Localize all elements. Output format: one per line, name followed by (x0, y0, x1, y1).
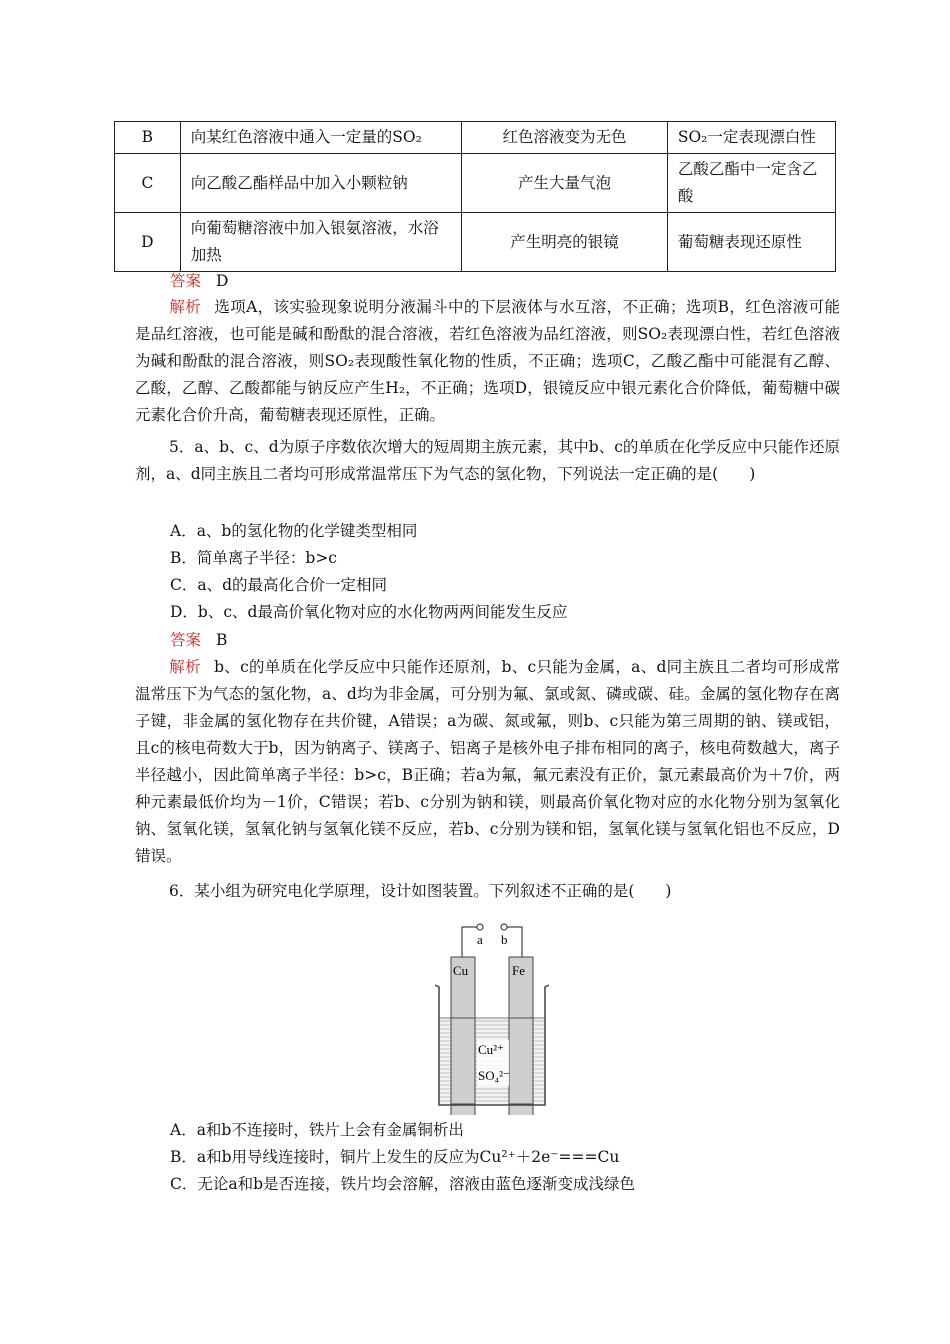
row-operation: 向乙酸乙酯样品中加入小颗粒钠 (180, 154, 461, 213)
q5-option-c: C．a、d的最高化合价一定相同 (170, 576, 388, 594)
row-conclusion: 乙酸乙酯中一定含乙酸 (667, 154, 835, 213)
row-label: D (115, 213, 181, 272)
q5-option-d: D．b、c、d最高价氧化物对应的水化物两两间能发生反应 (170, 603, 568, 621)
analysis-text: b、c的单质在化学反应中只能作还原剂，b、c只能为金属，a、d同主族且二者均可形成常温常压下为气态的氢化物，a、d均为非金属，可分别为氟、氯或氮、磷或碳、硅。金属的氢化物存在离子键，非金属的氢化物存在共价键，A错误；a为碳、氮或氟，则b、c只能为第三周期的钠、镁或铝，且c的核电荷数大于b，因为钠离子、镁离子、铝离子是核外电子排布相同的离子，核电荷数越大，离子半径越小，因此简单离子半径：b>c，B正确；若a为氟，氟元素没有正价，氯元素最高价为＋7价，两种元素最低价均为－1价，C错误；若b、c分别为钠和镁，则最高价氧化物对应的水化物分别为氢氧化钠、氢氧化镁，氢氧化钠与氢氧化镁不反应，若b、c分别为镁和铝，氢氧化镁与氢氧化铝也不反应，D错误。 (135, 658, 840, 865)
row-label: B (115, 122, 181, 154)
terminal-a-label: a (477, 932, 483, 947)
terminal-b-label: b (501, 932, 508, 947)
analysis-label: 解析 (169, 298, 202, 316)
q6-option-a: A．a和b不连接时，铁片上会有金属铜析出 (170, 1121, 464, 1139)
terminal-a-icon (477, 924, 483, 930)
question-text: 6．某小组为研究电化学原理，设计如图装置。下列叙述不正确的是( ) (169, 882, 672, 900)
row-phenomenon: 产生大量气泡 (462, 154, 668, 213)
electrochemical-cell-diagram (425, 915, 557, 1115)
analysis-label: 解析 (169, 658, 201, 676)
q5-option-b: B．简单离子半径：b>c (170, 549, 337, 567)
q6-option-c: C．无论a和b是否连接，铁片均会溶解，溶液由蓝色逐渐变成浅绿色 (170, 1175, 636, 1193)
q5-stem (135, 434, 840, 488)
row-phenomenon: 产生明亮的银镜 (462, 213, 668, 272)
experiment-table (114, 121, 836, 272)
table-row (115, 122, 836, 154)
q5-analysis (135, 654, 840, 870)
row-conclusion: SO₂一定表现漂白性 (667, 122, 835, 154)
row-conclusion: 葡萄糖表现还原性 (667, 213, 835, 272)
table-row (115, 213, 836, 272)
cu-label: Cu (453, 963, 469, 978)
row-label: C (115, 154, 181, 213)
row-operation: 向葡萄糖溶液中加入银氨溶液，水浴加热 (180, 213, 461, 272)
q6-stem (135, 878, 840, 905)
row-phenomenon: 红色溶液变为无色 (462, 122, 668, 154)
analysis-text: 选项A，该实验现象说明分液漏斗中的下层液体与水互溶，不正确；选项B，红色溶液可能是品红溶液，也可能是碱和酚酞的混合溶液，若红色溶液为品红溶液，则SO₂表现漂白性，若红色溶液为碱和酚酞的混合溶液，则SO₂表现酸性氧化物的性质，不正确；选项C，乙酸乙酯中可能混有乙醇、乙酸，乙醇、乙酸都能与钠反应产生H₂，不正确；选项D，银镜反应中银元素化合价降低，葡萄糖中碳元素化合价升高，葡萄糖表现还原性，正确。 (135, 298, 840, 424)
q5-option-a: A．a、b的氢化物的化学键类型相同 (170, 522, 418, 540)
question-text: 5．a、b、c、d为原子序数依次增大的短周期主族元素，其中b、c的单质在化学反应中只能作还原剂，a、d同主族且二者均可形成常温常压下为气态的氢化物，下列说法一定正确的是( ) (135, 438, 840, 483)
answer-value: B (215, 631, 228, 649)
copper-ion-label: Cu²⁺ (478, 1042, 504, 1057)
answer-label: 答案 (170, 272, 202, 290)
answer-value: D (215, 272, 229, 290)
table-row (115, 154, 836, 213)
sulfate-ion-label: SO₄²⁻ (478, 1068, 510, 1083)
terminal-b-icon (501, 924, 507, 930)
q6-option-b: B．a和b用导线连接时，铜片上发生的反应为Cu²⁺＋2e⁻===Cu (170, 1148, 620, 1166)
fe-label: Fe (512, 963, 525, 978)
q4-answer (170, 268, 872, 294)
row-operation: 向某红色溶液中通入一定量的SO₂ (180, 122, 461, 154)
q5-answer (170, 627, 872, 653)
q4-analysis (135, 294, 840, 429)
answer-label: 答案 (170, 631, 202, 649)
